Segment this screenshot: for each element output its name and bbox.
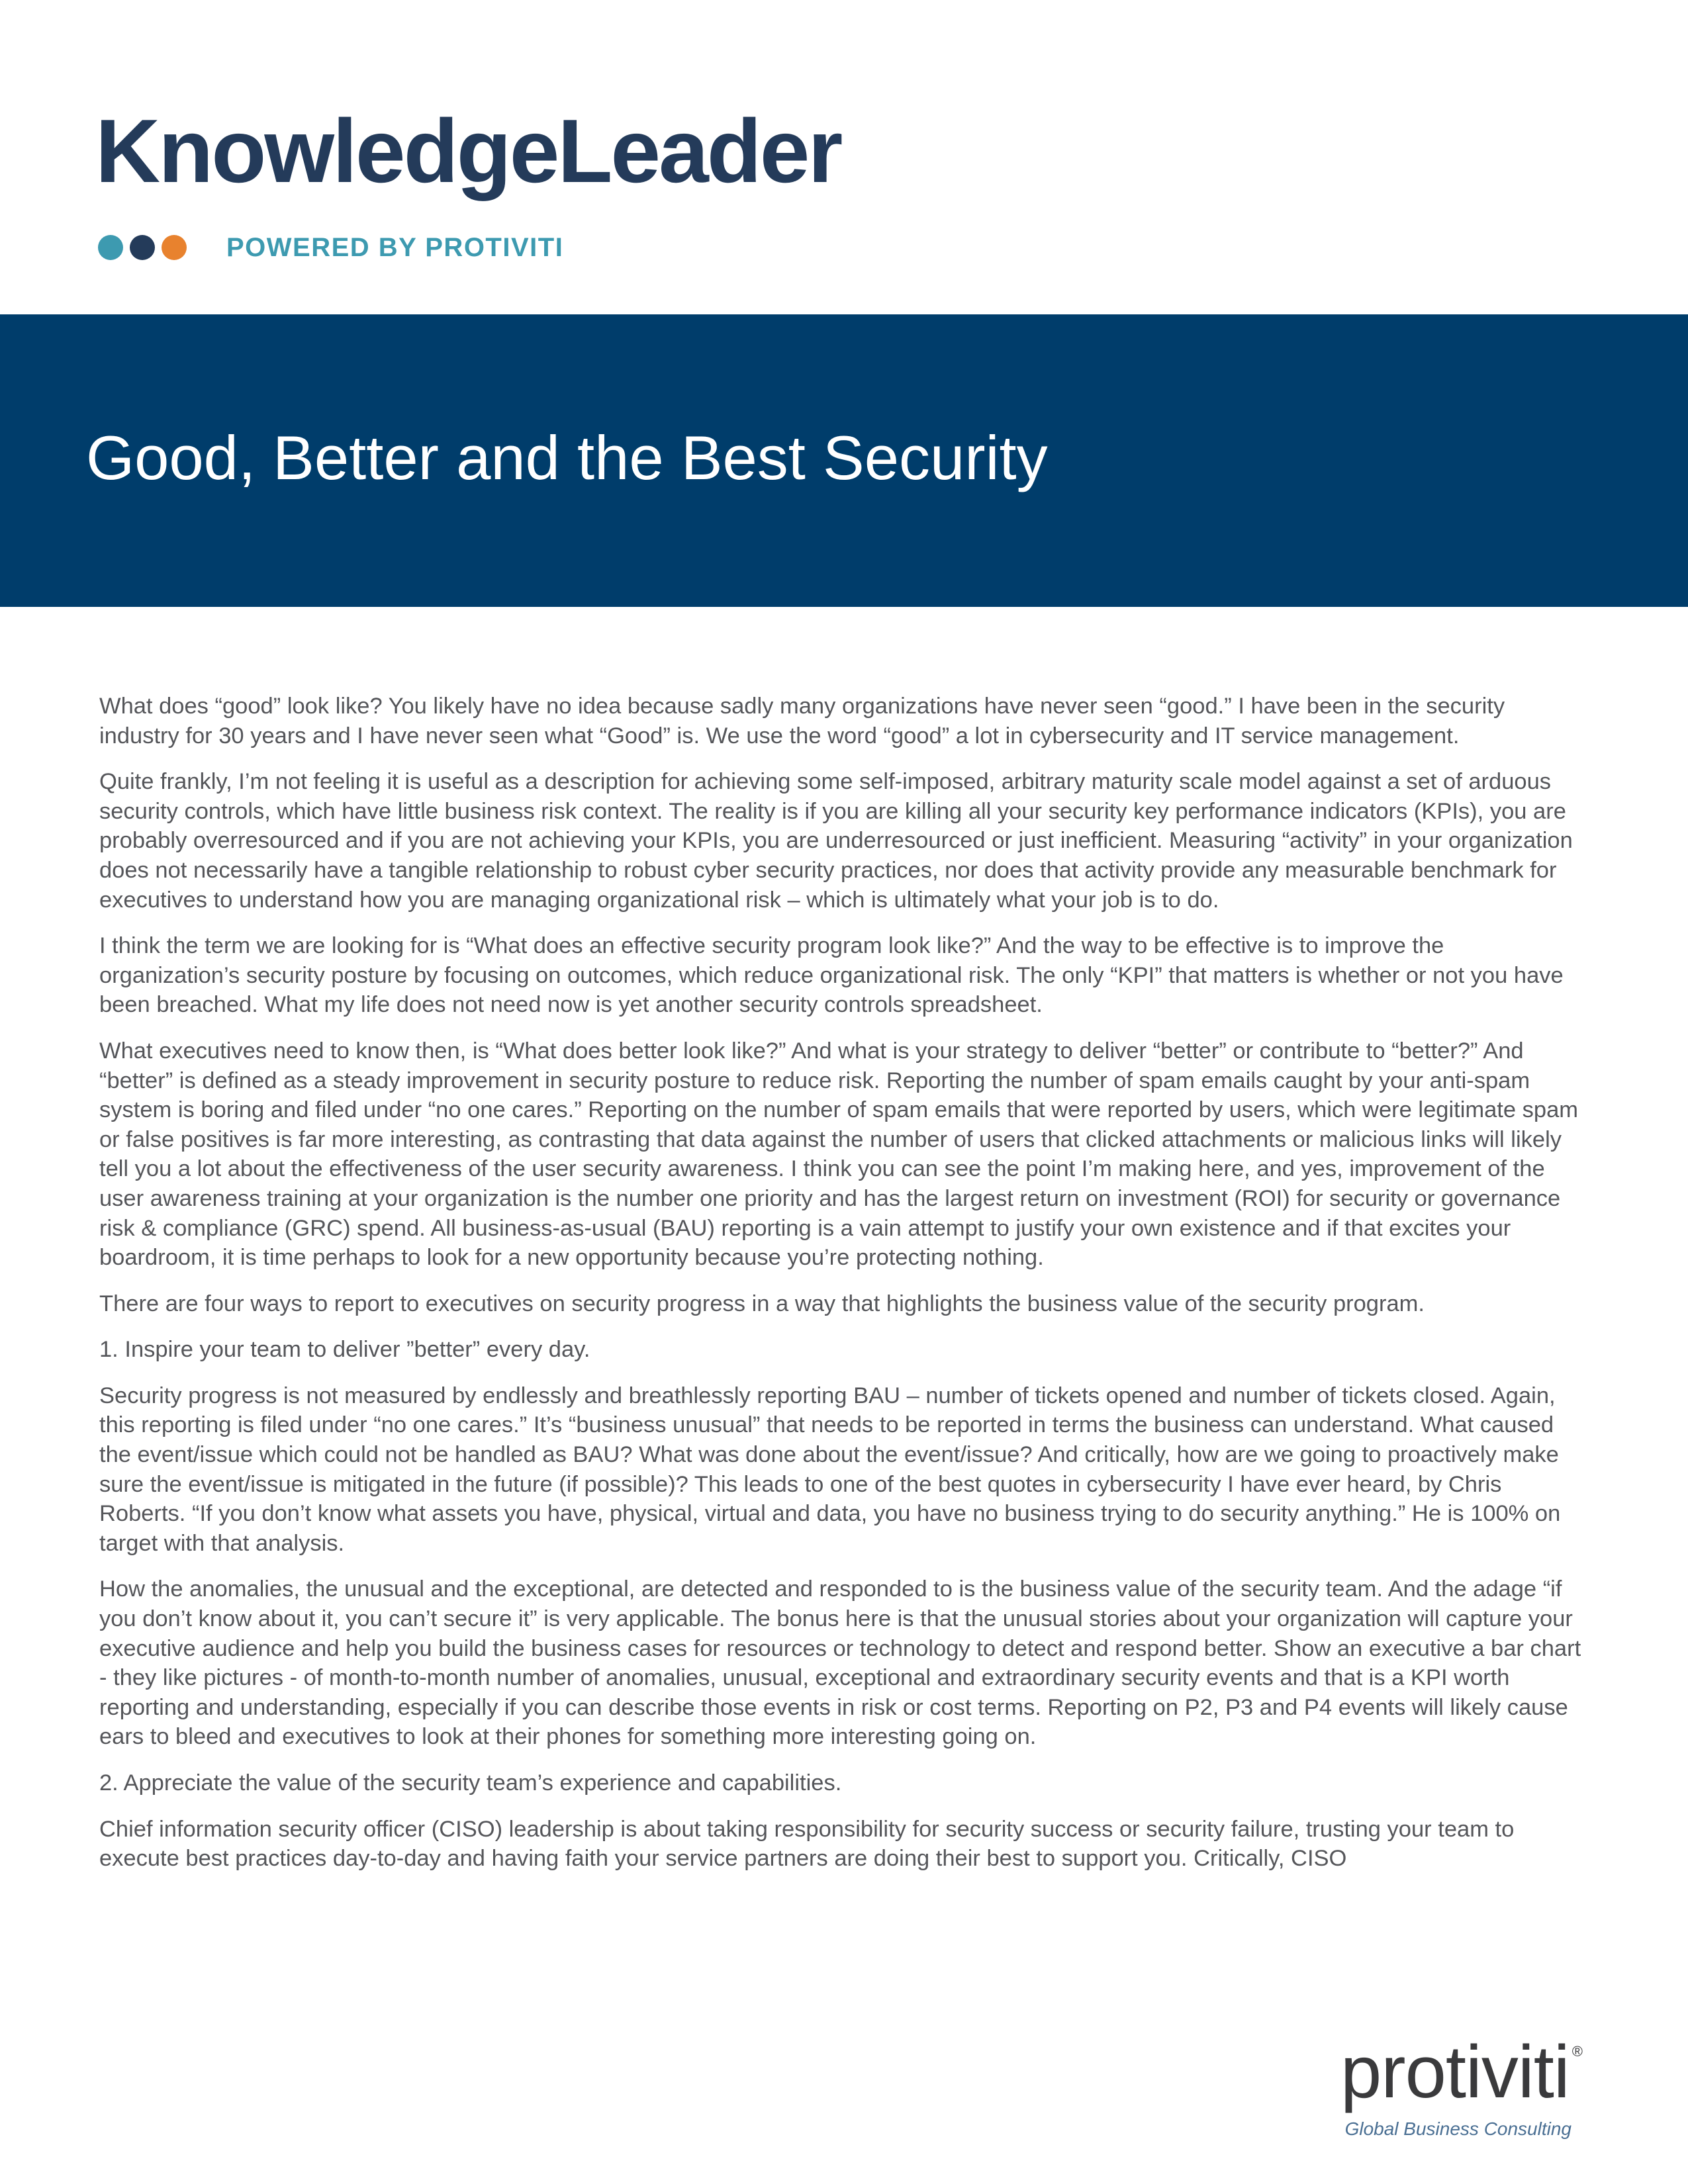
paragraph: I think the term we are looking for is “What does an effective security program look like?” And the way to be effective is to improve the organization’s security posture by focusing on outcomes, which reduce organizational risk. The only “KPI” that matters is whether or not you have been breached. What my life does not need now is yet another security controls spreadsheet. [99,933,1564,1018]
paragraph: What executives need to know then, is “What does better look like?” And what is your strategy to deliver “better” or contribute to “better?” And “better” is defined as a steady improvement in security posture to reduce risk. Reporting the number of spam emails caught by your anti-spam system is boring and filed under “no one cares.” Reporting on the number of spam emails that were reported by users, which were legitimate spam or false positives is far more interesting, as contrasting that data against the number of users that clicked attachments or malicious links will likely tell you a lot about the effectiveness of the user security awareness. I think you can see the point I’m making here, and yes, improvement of the user awareness training at your organization is the number one priority and has the largest return on investment (ROI) for security or governance risk & compliance (GRC) spend. All business-as-usual (BAU) reporting is a vain attempt to justify your own existence and if that excites your boardroom, it is time perhaps to look for a new opportunity because you’re protecting nothing. [99,1038,1579,1271]
protiviti-wordmark [1340,2030,1582,2113]
article-body [99,692,1589,1890]
powered-by-row [98,232,563,263]
numbered-heading: 1. Inspire your team to deliver ”better” every day. [99,1337,590,1363]
protiviti-logo-text: protiviti [1340,2030,1570,2113]
footer-tagline: Global Business Consulting [1344,2118,1571,2139]
protiviti-footer-logo [1340,2030,1582,2140]
paragraph: Quite frankly, I’m not feeling it is useful as a description for achieving some self-imposed, arbitrary maturity scale model against a set of arduous security controls, which have little business risk context. The reality is if you are killing all your security key performance indicators (KPIs), you are probably overresourced and if you are not achieving your KPIs, you are underresourced or just inefficient. Measuring “activity” in your organization does not necessarily have a tangible relationship to robust cyber security practices, nor does that activity provide any measurable benchmark for executives to understand how you are managing organizational risk – which is ultimately what your job is to do. [99,769,1573,913]
paragraph: Security progress is not measured by endlessly and breathlessly reporting BAU – number of tickets opened and number of tickets closed. Again, this reporting is filed under “no one cares.” It’s “business unusual” that needs to be reported in terms the business can understand. What caused the event/issue which could not be handled as BAU? What was done about the event/issue? And critically, how are we going to proactively make sure the event/issue is mitigated in the future (if possible)? This leads to one of the best quotes in cybersecurity I have ever heard, by Chris Roberts. “If you don’t know what assets you have, physical, virtual and data, you have no business trying to do security anything.” He is 100% on target with that analysis. [99,1383,1561,1556]
title-banner [0,314,1688,607]
paragraph: How the anomalies, the unusual and the exceptional, are detected and responded to is the business value of the security team. And the adage “if you don’t know about it, you can’t secure it” is very applicable. The bonus here is that the unusual stories about your organization will capture your executive audience and help you build the business cases for resources or technology to detect and respond better. Show an executive a bar chart - they like pictures - of month-to-month number of anomalies, unusual, exceptional and extraordinary security events and that is a KPI worth reporting and understanding, especially if you can describe those events in risk or cost terms. Reporting on P2, P3 and P4 events will likely cause ears to bleed and executives to look at their phones for something more interesting going on. [99,1576,1581,1750]
registered-mark: ® [1571,2043,1582,2060]
paragraph: There are four ways to report to executives on security progress in a way that highlights the business value of the security program. [99,1291,1425,1316]
navy-dot-icon [130,235,155,260]
paragraph: What does “good” look like? You likely have no idea because sadly many organizations have never seen “good.” I have been in the security industry for 30 years and I have never seen what “Good” is. We use the word “good” a lot in cybersecurity and IT service management. [99,694,1505,749]
knowledgeleader-logo: KnowledgeLeader [95,101,841,201]
orange-dot-icon [162,235,187,260]
numbered-heading: 2. Appreciate the value of the security team’s experience and capabilities. [99,1770,842,1796]
paragraph: Chief information security officer (CISO) leadership is about taking responsibility for security success or security failure, trusting your team to execute best practices day-to-day and having faith your service partners are doing their best to support you. Critically, CISO [99,1816,1515,1872]
page-title: Good, Better and the Best Security [86,423,1048,492]
powered-by-text: POWERED BY PROTIVITI [226,232,564,262]
teal-dot-icon [98,235,123,260]
